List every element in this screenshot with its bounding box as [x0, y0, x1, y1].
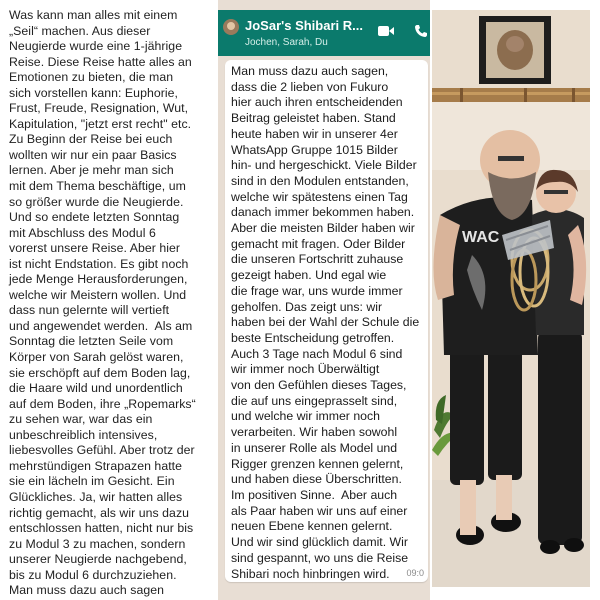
- video-call-icon[interactable]: [378, 25, 394, 37]
- message-text: Man muss dazu auch sagen, dass die 2 lieben von Fukuro hier auch ihren entscheidenden Beitrag geleistet haben. Stand heute haben wir in unserer 4er WhatsApp Gruppe 1015 Bilder hin- und hergeschickt. Viele Bilder sind in den Modulen entstanden, welche wir spätestens einen Tag danach immer bekommen haben. Aber die meisten Bilder haben wir gemacht mit fragen. Oder Bilder die unseren Fortschritt zuhause gezeigt haben. Und egal wie die frage war, uns wurde immer geholfen. Das zeigt uns: wir haben bei der Wahl der Schule die beste Entscheidung getroffen. Auch 3 Tage nach Modul 6 sind wir immer noch Überwältigt von den Gefühlen dieses Tages, die auf uns eingeprasselt sind, und welche wir immer noch verarbeiten. Wir haben sowohl in unserer Rolle als Model und Rigger grenzen kennen gelernt, und haben diese Überschritten. Im positiven Sinne. Aber auch als Paar haben wir uns auf einer neuen Ebene kennen gelernt. Und wir sind glücklich damit. Wir sind gespannt, wo uns die Reise Shibari noch hinbringen wird.: [231, 64, 420, 581]
- chat-header: [218, 10, 430, 56]
- chat-title[interactable]: JoSar's Shibari R...: [245, 18, 363, 33]
- phone-icon[interactable]: [414, 24, 428, 38]
- bamboo-pole: [432, 88, 590, 102]
- shirt-print: WAC: [462, 229, 500, 246]
- couple-photo: [432, 10, 590, 587]
- chat-participants[interactable]: Jochen, Sarah, Du: [245, 37, 328, 48]
- wall-art: [479, 16, 551, 84]
- notes-text: Was kann man alles mit einem „Seil“ machen. Aus dieser Neugierde wurde eine 1-jährige Reise. Diese Reise hatte alles an Emotionen zu bieten, die man sich vorstellen kann: Euphorie, Frust, Freude, Resignation, Wut, Kapitulation, "jetzt erst recht" etc. Zu Beginn der Reise bei euch wollten wir nur ein paar Basics lernen. Aber je mehr man sich mit dem Thema beschäftige, um so größer wurde die Neugierde. Und so endete letzten Sonntag mit Abschluss des Modul 6 vorerst unsere Reise. Aber hier ist nicht Endstation. Es gibt noch jede Menge Herausforderungen, welche wir Meistern wollen. Und dass nun gelernte will vertieft und angewendet werden. Als am Sonntag die letzten Seile vom Körper von Sarah gelöst waren, sie erschöpft auf dem Boden lag, die Haare wild und unordentlich auf dem Boden, ihre „Ropemarks“ zu sehen war, war das ein unbeschreiblich intensives, liebesvolles Gefühl. Aber trotz der mehrstündigen Strapazen hatte sie ein lächeln im Gesicht. Ein Glückliches. Ja, wir hatten alles richtig gemacht, als wir uns dazu entschlossen hatten, nicht nur bis zu Modul 3 zu machen, sondern unserer Neugierde nachgebend, bis zu Modul 6 durchzuziehen. Man muss dazu auch sagen: [9, 8, 196, 598]
- message-bubble[interactable]: [225, 60, 428, 582]
- photo-illustration: [432, 10, 590, 587]
- message-timestamp: 09:0: [406, 568, 424, 578]
- chat-panel: [218, 0, 430, 600]
- notes-panel: [0, 0, 218, 600]
- group-avatar[interactable]: [223, 19, 239, 35]
